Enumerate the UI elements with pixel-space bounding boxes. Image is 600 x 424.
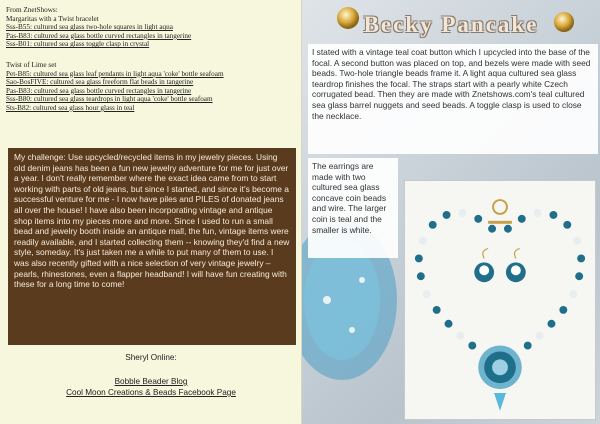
set1-title: Margaritas with a Twist bracelet	[6, 14, 99, 23]
facebook-link[interactable]: Cool Moon Creations & Beads Facebook Page	[66, 388, 236, 397]
online-section	[0, 353, 302, 398]
set1-link[interactable]: Sss-B55: cultured sea glass two-hole squares in light aqua	[6, 23, 173, 32]
challenge-box	[8, 148, 296, 345]
necklace-photo	[404, 180, 596, 420]
set2-link[interactable]: Sts-B82: cultured sea glass hour glass in teal	[6, 103, 135, 112]
earrings-text: The earrings are made with two cultured sea glass concave coin beads and wire. The larger coin is teal and the smaller is white.	[312, 161, 387, 235]
set1-link[interactable]: Sss-B01: cultured sea glass toggle clasp in crystal	[6, 40, 150, 49]
right-page	[302, 0, 600, 424]
set2-link[interactable]: Sao-BosFIVE: cultured sea glass freeform flat beads in tangerine	[6, 78, 194, 87]
set1-link[interactable]: Pas-B83: cultured sea glass bottle curved rectangles in tangerine	[6, 31, 192, 40]
spacer	[6, 49, 298, 61]
set2-link[interactable]: Pet-B85: cultured sea glass leaf pendants in light aqua 'coke' bottle seafoam	[6, 69, 224, 78]
earrings-box	[308, 158, 398, 258]
online-label: Sheryl Online:	[125, 353, 177, 362]
necklace-illustration	[405, 181, 595, 419]
from-label: From ZnetShows:	[6, 6, 58, 14]
set2-link[interactable]: Pas-B83: cultured sea glass bottle curved rectangles in tangerine	[6, 86, 192, 95]
description-box	[308, 44, 598, 154]
set2-link[interactable]: Sss-B80: cultured sea glass teardrops in light aqua 'coke' bottle seafoam	[6, 95, 213, 104]
set2-title: Twist of Lime set	[6, 60, 57, 69]
znetshows-list	[6, 6, 298, 113]
description-text: I stated with a vintage teal coat button which I upcycled into the base of the focal. A second button was placed on top, and bezels were made with seed beads. Two-hole triangle beads frame it. A light aqua cultured sea glass teardrop finishes the focal. The straps start with a pearly white Czech corrugated bead. Then they are made with Znetshows.com's teal cultured sea glass barrel nuggets and seed beads. A toggle clasp is used to close the necklace.	[312, 47, 591, 121]
challenge-text: My challenge: Use upcycled/recycled items in my jewelry pieces. Using old denim jeans has been a fun new jewelry adventure for me for just over a year. I don't really remember where the exact idea came from to start working with parts of old jeans, but since I started, and since it's become a successful venture for me - I now have piles and PILES of donated jeans all over the house! I have also been incorporating vintage and antique shop items into my pieces more and more. Since I used to run a small bead and jewelry booth inside an antique mall, the fun, vintage items were readily available, and I started collecting them -- knowing they'd find a new style, someday. It's just taken me a while to put many of them to use. I was also recently gifted with a nice selection of very vintage jewelry – pearls, rhinestones, even a flapper headband! I will have fun creating with these for a long time to come!	[14, 152, 290, 290]
designer-name-title: Becky Pancake	[363, 12, 539, 37]
blog-link[interactable]: Bobble Beader Blog	[114, 377, 188, 386]
